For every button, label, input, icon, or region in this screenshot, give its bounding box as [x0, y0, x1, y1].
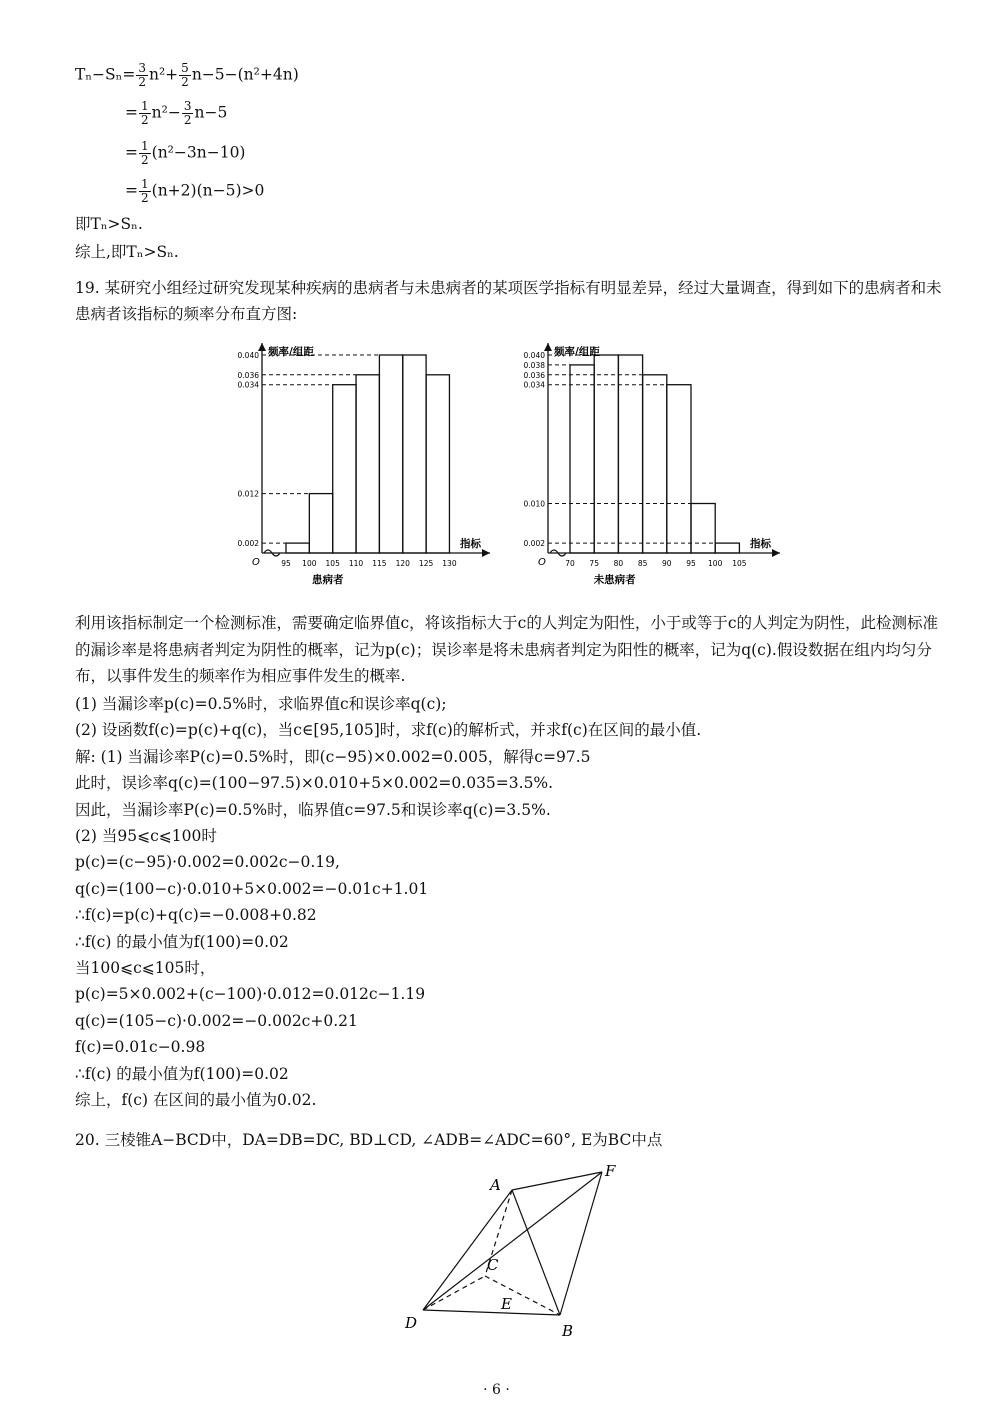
x-axis-arrow [772, 549, 780, 557]
x-tick-label: 85 [637, 559, 648, 568]
origin-label: O [252, 557, 260, 568]
fraction: $\frac{3}{2}$ [138, 61, 146, 89]
x-axis-arrow [482, 549, 490, 557]
y-axis-label: 频率/组距 [268, 346, 314, 358]
x-tick-label: 100 [708, 559, 723, 568]
x-tick-label: 90 [662, 559, 672, 568]
y-tick-label: 0.036 [237, 370, 259, 380]
y-tick-label: 0.038 [523, 360, 545, 370]
chart-title: 患病者 [311, 574, 344, 586]
derivation-line-6: 综上,即Tₙ>Sₙ. [75, 243, 179, 261]
x-tick-label: 105 [732, 559, 747, 568]
term: n−5 [194, 103, 228, 122]
histogram-bar [715, 543, 739, 553]
y-tick-label: 0.002 [237, 539, 259, 549]
page-number: · 6 · [483, 1382, 510, 1398]
histogram-bar [379, 355, 402, 553]
derivation-line-4 [125, 178, 264, 205]
y-tick-label: 0.010 [523, 499, 545, 509]
term: n−5−(n²+4n) [191, 65, 299, 84]
solution-line: q(c)=(100−c)·0.010+5×0.002=−0.01c+1.01 [75, 879, 429, 898]
fraction: $\frac{5}{2}$ [181, 61, 189, 89]
solution-line: 因此，当漏诊率P(c)=0.5%时，临界值c=97.5和误诊率q(c)=3.5%. [75, 800, 551, 819]
origin-label: O [538, 557, 546, 568]
histogram-bar [403, 355, 426, 553]
x-tick-label: 100 [302, 559, 317, 568]
solution-line: (2) 设函数f(c)=p(c)+q(c)，当c∈[95,105]时，求f(c)的解析式，并求f(c)在区间的最小值. [75, 721, 702, 740]
q19-description: 利用该指标制定一个检测标准，需要确定临界值c，将该指标大于c的人判定为阳性，小于或等于c的人判定为阴性，此检测标准的漏诊率是将患病者判定为阴性的概率，记为p(c)；误诊率是将未患病者判定为阳性的概率，记为q(c).假设数据在组内均匀分布，以事件发生的频率作为相应事件发生的概率. [75, 614, 939, 685]
x-tick-label: 95 [281, 559, 291, 568]
term: n²− [151, 103, 181, 122]
y-tick-label: 0.036 [523, 370, 545, 380]
q19-stem: 19. 某研究小组经过研究发现某种疾病的患病者与未患病者的某项医学指标有明显差异，经过大量调查，得到如下的患病者和未患病者该指标的频率分布直方图: [75, 279, 942, 323]
histogram-bar [333, 385, 356, 553]
edge-DC-hidden [423, 1276, 485, 1310]
x-tick-label: 95 [686, 559, 696, 568]
solution-line: q(c)=(105−c)·0.002=−0.002c+0.21 [75, 1011, 358, 1030]
histogram-patients [232, 335, 497, 595]
solution-line: (1) 当漏诊率p(c)=0.5%时，求临界值c和误诊率q(c); [75, 695, 447, 713]
y-tick-label: 0.040 [237, 351, 259, 360]
x-tick-label: 105 [325, 559, 340, 568]
edge-AF [512, 1172, 602, 1190]
derivation-line-2 [125, 100, 227, 127]
histogram-bar [570, 365, 594, 553]
derivation-line-3 [125, 140, 245, 167]
label-D: D [405, 1314, 418, 1332]
x-tick-label: 110 [348, 559, 364, 568]
y-axis-arrow [544, 343, 552, 351]
edge-AB [512, 1190, 560, 1315]
histogram-bar [618, 355, 642, 553]
term: n²+ [148, 65, 179, 84]
term: (n+2)(n−5)>0 [151, 181, 265, 200]
solution-line: 解: (1) 当漏诊率P(c)=0.5%时，即(c−95)×0.002=0.005，解得c=97.5 [75, 747, 591, 766]
y-tick-label: 0.012 [237, 489, 259, 499]
y-axis-arrow [258, 343, 266, 351]
x-tick-label: 115 [372, 559, 387, 568]
histogram-bar [309, 494, 332, 553]
solution-line: 此时，误诊率q(c)=(100−97.5)×0.010+5×0.002=0.035=3.5%. [75, 774, 554, 793]
derivation-line-5: 即Tₙ>Sₙ. [75, 215, 143, 233]
fraction: $\frac{1}{2}$ [141, 177, 149, 205]
histogram-bar [691, 504, 715, 554]
histogram-bar [356, 375, 379, 553]
label-A: A [490, 1176, 501, 1194]
x-tick-label: 130 [442, 559, 457, 568]
edge-FB [560, 1172, 602, 1315]
label-F: F [605, 1162, 616, 1180]
solution-line: 综上，f(c) 在区间的最小值为0.02. [75, 1091, 317, 1109]
fraction: $\frac{3}{2}$ [183, 99, 192, 127]
y-tick-label: 0.040 [523, 351, 545, 360]
x-tick-label: 120 [395, 559, 410, 568]
solution-line: ∴f(c)=p(c)+q(c)=−0.008+0.82 [75, 906, 317, 925]
derivation-lhs: Tₙ−Sₙ= [75, 65, 136, 84]
edge-AD [423, 1190, 512, 1310]
fraction: $\frac{1}{2}$ [141, 139, 149, 167]
label-C: C [487, 1256, 499, 1274]
edge-CB-hidden [485, 1276, 560, 1315]
label-B: B [562, 1322, 574, 1340]
solution-line: p(c)=5×0.002+(c−100)·0.012=0.012c−1.19 [75, 985, 426, 1004]
y-axis-label: 频率/组距 [554, 346, 600, 358]
y-tick-label: 0.002 [523, 539, 545, 549]
fraction: $\frac{1}{2}$ [141, 99, 149, 127]
x-tick-label: 75 [589, 559, 599, 568]
y-tick-label: 0.034 [523, 380, 545, 390]
equals: = [125, 181, 138, 200]
solution-line: (2) 当95⩽c⩽100时 [75, 827, 217, 845]
histogram-bar [667, 385, 691, 553]
histogram-bar [643, 375, 667, 553]
solution-line: ∴f(c) 的最小值为f(100)=0.02 [75, 1064, 289, 1083]
derivation-line-1 [75, 62, 299, 89]
edge-DB [423, 1310, 560, 1315]
x-tick-label: 125 [418, 559, 434, 568]
histogram-bar [286, 543, 309, 553]
x-axis-label: 指标 [750, 538, 771, 550]
term: (n²−3n−10) [151, 143, 246, 162]
histogram-bar [426, 375, 449, 553]
solution-line: ∴f(c) 的最小值为f(100)=0.02 [75, 932, 289, 951]
y-tick-label: 0.034 [237, 380, 259, 390]
label-E: E [501, 1295, 512, 1313]
solution-line: 当100⩽c⩽105时， [75, 959, 216, 977]
x-tick-label: 80 [613, 559, 624, 568]
tetrahedron-diagram [395, 1158, 635, 1343]
x-tick-label: 70 [565, 559, 575, 568]
q20-stem: 20. 三棱锥A−BCD中，DA=DB=DC, BD⊥CD, ∠ADB=∠ADC=60°, E为BC中点 [75, 1131, 663, 1149]
solution-line: f(c)=0.01c−0.98 [75, 1038, 206, 1057]
equals: = [125, 143, 138, 162]
x-axis-label: 指标 [460, 538, 481, 550]
chart-title: 未患病者 [593, 574, 636, 586]
equals: = [125, 103, 138, 122]
histogram-non-patients [518, 335, 788, 595]
solution-line: p(c)=(c−95)·0.002=0.002c−0.19, [75, 853, 340, 872]
